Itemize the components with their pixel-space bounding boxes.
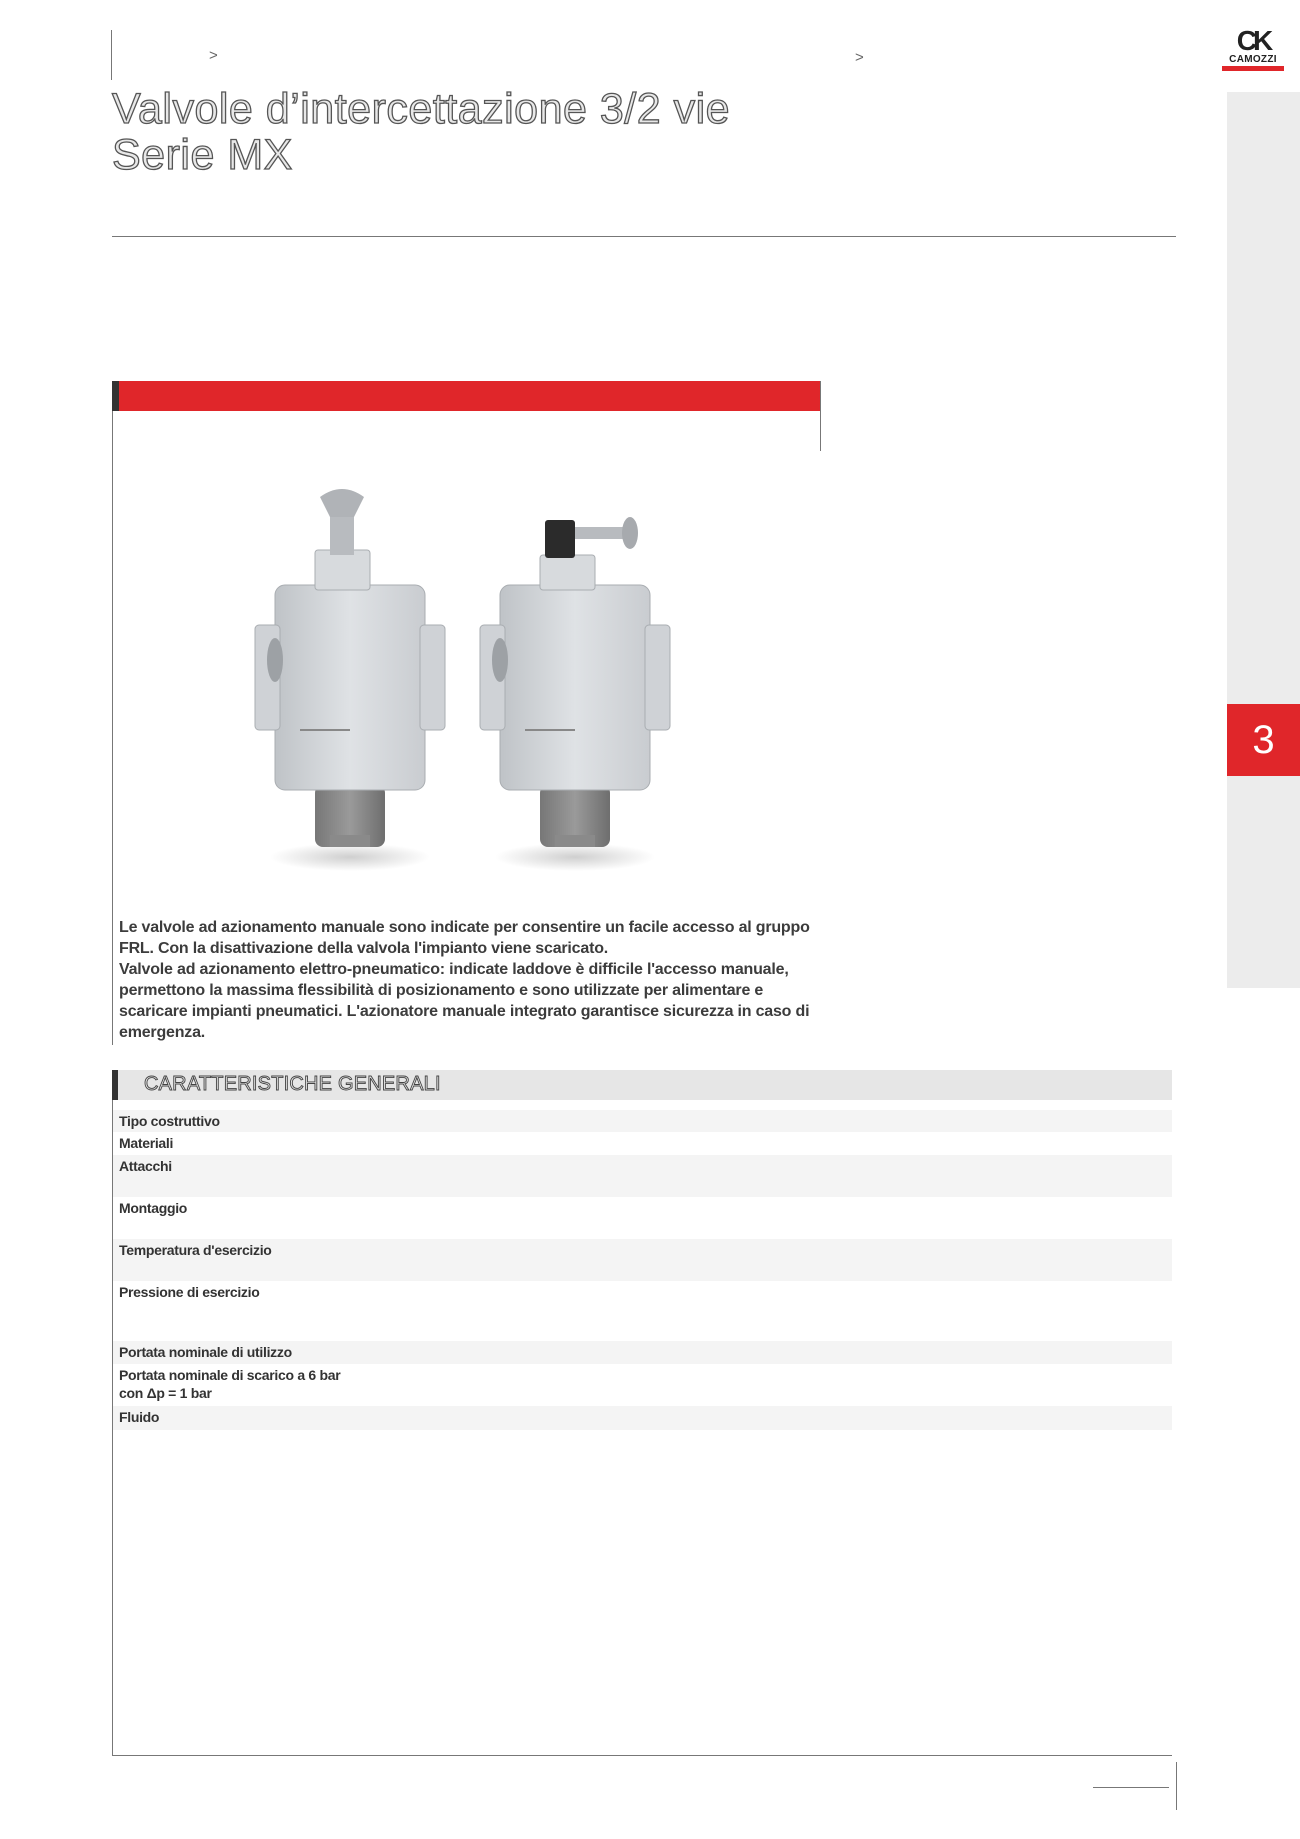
- spec-row-attacchi: [112, 1155, 1172, 1197]
- spec-row-temperatura: [112, 1239, 1172, 1281]
- spec-label: Fluido: [119, 1409, 160, 1425]
- section-heading: CARATTERISTICHE GENERALI: [144, 1073, 441, 1095]
- spec-label: Temperatura d'esercizio: [119, 1242, 272, 1258]
- footer-divider: [112, 1755, 1172, 1756]
- section-red-bar: [112, 381, 820, 411]
- header-rule-left: [111, 30, 112, 80]
- spec-label: Materiali: [119, 1135, 174, 1151]
- content-rule-left: [112, 411, 113, 1045]
- spec-row-fluido: [112, 1406, 1172, 1430]
- page-number-rule: [1093, 1787, 1169, 1788]
- page-number-separator: [1176, 1762, 1177, 1810]
- section-red-bar-accent: [112, 381, 119, 411]
- spec-row-portata-utilizzo: [112, 1341, 1172, 1364]
- product-description: [119, 917, 819, 1043]
- spec-label: Tipo costruttivo: [119, 1113, 220, 1129]
- section-rule-right: [820, 381, 821, 451]
- page-title: [112, 86, 730, 178]
- general-characteristics-table: [112, 1110, 1172, 1430]
- product-image-valves: [230, 485, 710, 875]
- spec-label: Pressione di esercizio: [119, 1284, 260, 1300]
- logo-name: CAMOZZI: [1229, 54, 1277, 65]
- chapter-tab-strip: [1227, 92, 1300, 988]
- chapter-tab-3: 3: [1227, 704, 1300, 776]
- manual-valve-illustration: [255, 489, 445, 871]
- spec-label-sub: con Δp = 1 bar: [119, 1385, 212, 1401]
- content-rule-left-lower: [112, 1100, 113, 1756]
- spec-label: Attacchi: [119, 1158, 172, 1174]
- electro-pneumatic-valve-illustration: [480, 517, 670, 871]
- breadcrumb-separator: >: [855, 49, 864, 66]
- spec-label: Montaggio: [119, 1200, 188, 1216]
- spec-row-montaggio: [112, 1197, 1172, 1239]
- description-paragraph-manual: Le valvole ad azionamento manuale sono indicate per consentire un facile accesso al gruppo FRL. Con la disattivazione della valvola l'impianto viene scaricato.: [119, 919, 810, 957]
- title-divider: [112, 236, 1176, 237]
- logo-accent-bar: [1222, 66, 1284, 71]
- spec-row-tipo-costruttivo: [112, 1110, 1172, 1132]
- logo-mark: CK: [1236, 25, 1270, 56]
- spec-row-materiali: [112, 1132, 1172, 1155]
- page-title-line-2: Serie MX: [112, 131, 293, 179]
- spec-row-portata-scarico: [112, 1364, 1172, 1406]
- spec-label: Portata nominale di scarico a 6 bar: [119, 1367, 341, 1383]
- description-paragraph-electro: Valvole ad azionamento elettro-pneumatico: indicate laddove è difficile l'accesso manuale, permettono la massima flessibilità di posizionamento e sono utilizzate per alimentare e scaricare impianti pneumatici. L'azionatore manuale integrato garantisce sicurezza in caso di emergenza.: [119, 961, 810, 1041]
- section-heading-accent: [112, 1070, 118, 1100]
- spec-row-pressione: [112, 1281, 1172, 1341]
- camozzi-logo: [1222, 25, 1284, 71]
- page-title-line-1: Valvole d’intercettazione 3/2 vie: [112, 85, 731, 133]
- spec-label: Portata nominale di utilizzo: [119, 1344, 292, 1360]
- breadcrumb-separator: >: [209, 47, 218, 64]
